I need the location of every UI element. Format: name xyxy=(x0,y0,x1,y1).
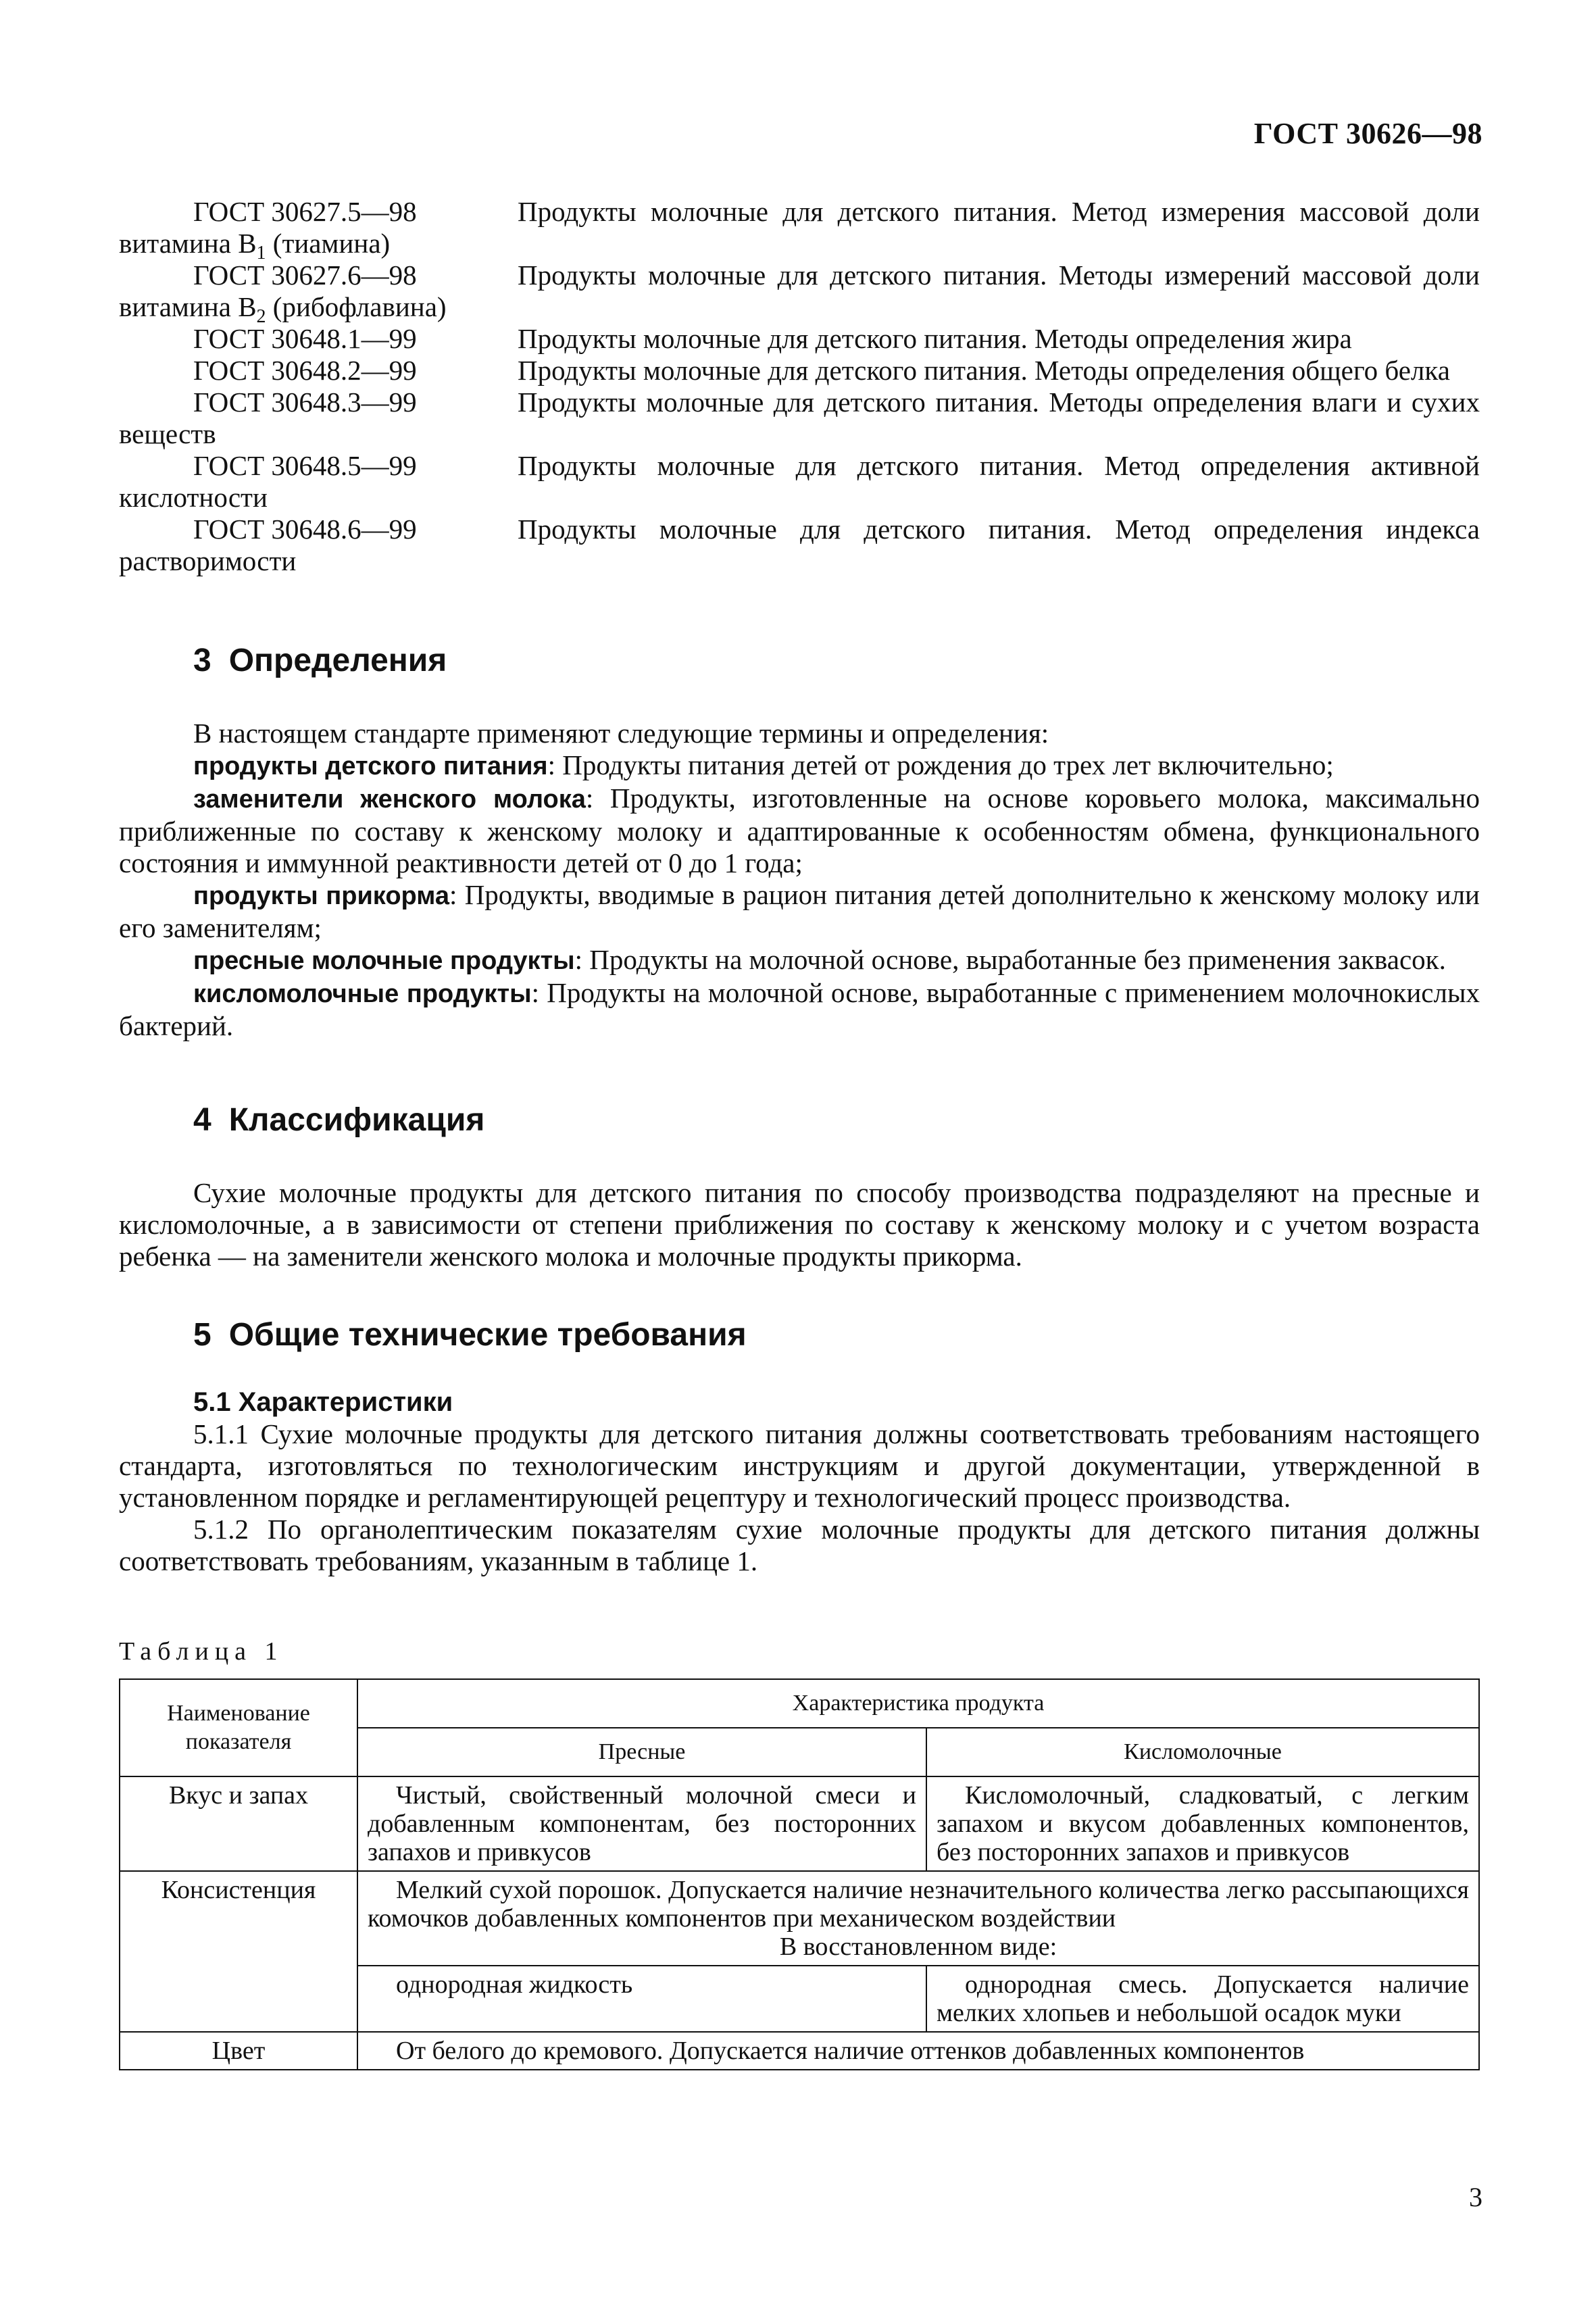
organoleptic-table xyxy=(119,1678,1480,2070)
cell-sour-milk: Кисломолочный, сладковатый, с легким запахом и вкусом добавленных компонентов, без посторонних запахов и привкусов xyxy=(926,1776,1479,1871)
page-number: 3 xyxy=(1469,2182,1482,2212)
cell-common: Мелкий сухой порошок. Допускается наличие незначительного количества легко рассыпающихся комочков добавленных компонентов при механическом воздействии В восстановленном виде: xyxy=(357,1871,1479,1966)
section-5-heading: 5 Общие технические требования xyxy=(193,1317,747,1353)
table-row xyxy=(120,2032,1479,2070)
reference-item: ГОСТ 30627.5—98 Продукты молочные для детского питания. Метод измерения массовой доли витамина $B_1$ (тиамина) xyxy=(119,196,1480,264)
cell-fresh: Чистый, свойственный молочной смеси и добавленным компонентам, без посторонних запахов и привкусов xyxy=(357,1776,926,1871)
row-name: Вкус и запах xyxy=(120,1776,357,1871)
reference-item: ГОСТ 30648.1—99 Продукты молочные для детского питания. Методы определения жира xyxy=(193,323,1352,354)
reference-item: ГОСТ 30648.5—99 Продукты молочные для детского питания. Метод определения активной кислотности xyxy=(119,450,1480,513)
section-4-heading: 4 Классификация xyxy=(193,1102,485,1138)
header-sour-milk: Кисломолочные xyxy=(926,1728,1479,1776)
reference-item: ГОСТ 30648.6—99 Продукты молочные для детского питания. Метод определения индекса растворимости xyxy=(119,514,1480,576)
row-name: Цвет xyxy=(120,2032,357,2070)
section-5-body xyxy=(119,1387,1480,1577)
definition-item: заменители женского молока: Продукты, изготовленные на основе коровьего молока, максимально приближенные по составу к женскому молоку и адаптированные к особенностям обмена, функционального состояния и иммунной реактивности детей от 0 до 1 года; xyxy=(119,782,1480,878)
section-3-body xyxy=(119,718,1480,1042)
definition-item: пресные молочные продукты: Продукты на молочной основе, выработанные без применения заквасок. xyxy=(193,944,1446,975)
header-product-characteristic: Характеристика продукта xyxy=(357,1679,1479,1728)
section-4-body xyxy=(119,1177,1480,1272)
definition-item: продукты детского питания: Продукты питания детей от рождения до трех лет включительно; xyxy=(193,749,1334,780)
header-indicator-name: Наименование показателя xyxy=(120,1679,357,1776)
reference-item: ГОСТ 30648.2—99 Продукты молочные для детского питания. Методы определения общего белка xyxy=(193,355,1450,386)
cell-fresh: однородная жидкость xyxy=(357,1966,926,2032)
classification-text: Сухие молочные продукты для детского питания по способу производства подразделяют на пресные и кисломолочные, а в зависимости от степени приближения по составу к женскому молоку и с учетом возраста ребенка — на заменители женского молока и молочные продукты прикорма. xyxy=(119,1177,1480,1272)
table-row xyxy=(120,1776,1479,1871)
table-row xyxy=(120,1871,1479,1966)
row-name: Консистенция xyxy=(120,1871,357,2032)
section-3-heading: 3 Определения xyxy=(193,643,447,678)
subsection-5-1-heading: 5.1 Характеристики xyxy=(193,1387,453,1417)
definition-item: продукты прикорма: Продукты, вводимые в рацион питания детей дополнительно к женскому молоку или его заменителям; xyxy=(119,879,1480,943)
reference-item: ГОСТ 30648.3—99 Продукты молочные для детского питания. Методы определения влаги и сухих веществ xyxy=(119,387,1480,449)
paragraph-5-1-1: 5.1.1 Сухие молочные продукты для детского питания должны соответствовать требованиям настоящего стандарта, изготовляться по технологическим инструкциям и другой документации, утвержденной в установленном порядке и регламентирующей рецептуру и технологический процесс производства. xyxy=(119,1418,1480,1513)
table-caption: Таблица 1 xyxy=(119,1637,284,1666)
table-header-row xyxy=(120,1679,1479,1728)
header-fresh: Пресные xyxy=(357,1728,926,1776)
paragraph-5-1-2: 5.1.2 По органолептическим показателям сухие молочные продукты для детского питания должны соответствовать требованиям, указанным в таблице 1. xyxy=(119,1514,1480,1576)
reference-item: ГОСТ 30627.6—98 Продукты молочные для детского питания. Методы измерений массовой доли витамина $B_2$ (рибофлавина) xyxy=(119,259,1480,328)
normative-references-list xyxy=(119,196,1480,577)
document-header-id: ГОСТ 30626—98 xyxy=(1253,117,1482,150)
cell-sour-milk: однородная смесь. Допускается наличие мелких хлопьев и небольшой осадок муки xyxy=(926,1966,1479,2032)
restored-label: В восстановленном виде: xyxy=(779,1933,1057,1961)
cell-common: От белого до кремового. Допускается наличие оттенков добавленных компонентов xyxy=(357,2032,1479,2070)
definition-item: кисломолочные продукты: Продукты на молочной основе, выработанные с применением молочнокислых бактерий. xyxy=(119,977,1480,1041)
definitions-intro: В настоящем стандарте применяют следующие термины и определения: xyxy=(193,718,1049,749)
